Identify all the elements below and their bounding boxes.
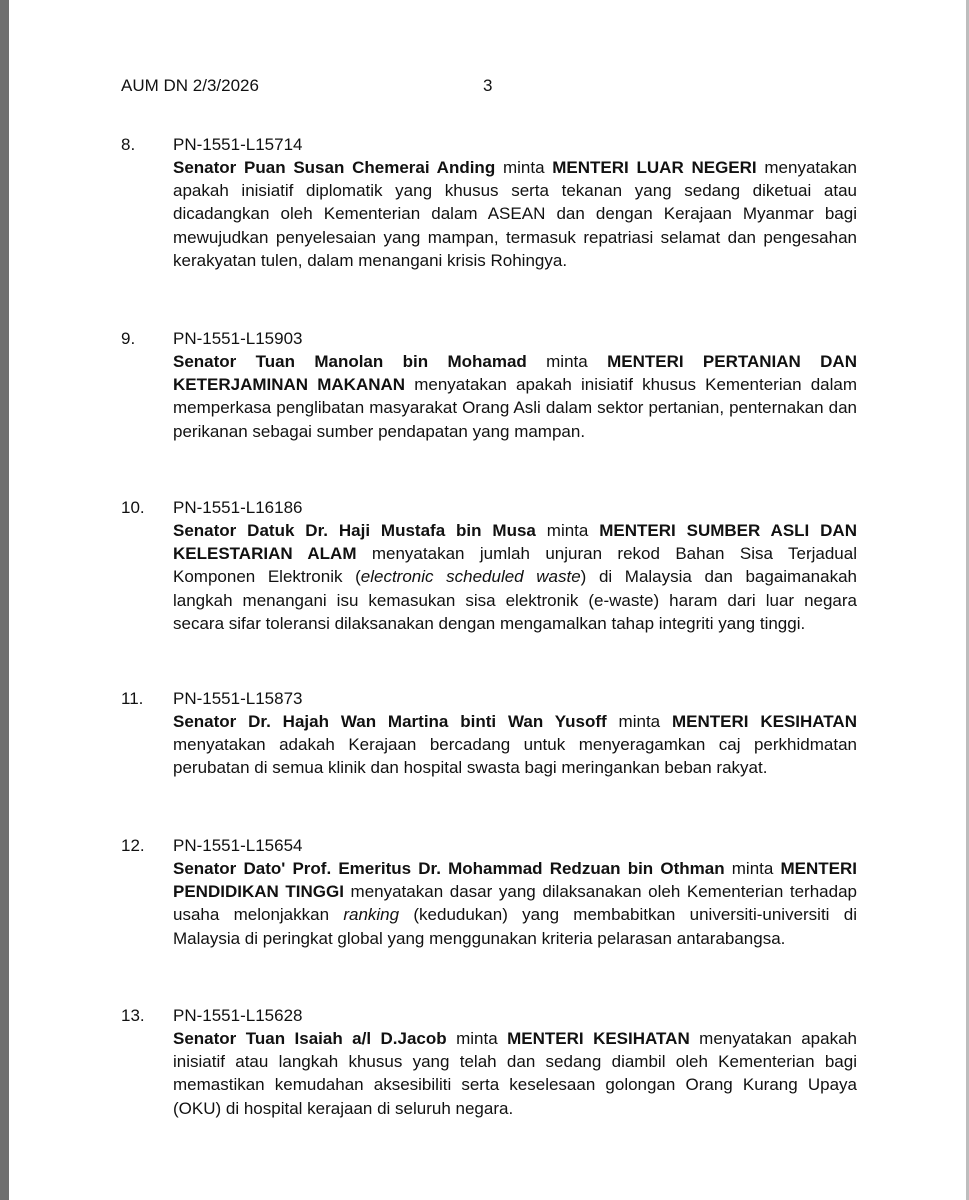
- question-text: Senator Tuan Isaiah a/l D.Jacob minta MENTERI KESIHATAN menyatakan apakah inisiatif atau langkah khusus yang telah dan sedang diambil oleh Kementerian bagi memastikan kemudahan aksesibiliti serta keselesaan golongan Orang Kurang Upaya (OKU) di hospital kerajaan di seluruh negara.: [173, 1029, 857, 1118]
- page-number: 3: [483, 76, 493, 95]
- senator-name: Senator Dato' Prof. Emeritus Dr. Mohammad Redzuan bin Othman: [173, 859, 725, 878]
- question-text: Senator Tuan Manolan bin Mohamad minta MENTERI PERTANIAN DAN KETERJAMINAN MAKANAN menyatakan apakah inisiatif khusus Kementerian dalam memperkasa penglibatan masyarakat Orang Asli dalam sektor pertanian, penternakan dan perikanan sebagai sumber pendapatan yang mampan.: [173, 352, 857, 441]
- senator-name: Senator Tuan Isaiah a/l D.Jacob: [173, 1029, 447, 1048]
- minister-name: MENTERI KESIHATAN: [671, 712, 857, 731]
- question-code: PN-1551-L15873: [173, 689, 303, 708]
- item-number: 10.: [121, 498, 145, 517]
- minister-name: MENTERI PENDIDIKAN TINGGI: [173, 859, 857, 902]
- question-code: PN-1551-L15628: [173, 1006, 303, 1025]
- page-edge-left: [0, 0, 9, 1200]
- italic-term: electronic scheduled waste: [360, 567, 581, 587]
- document-reference: AUM DN 2/3/2026: [121, 76, 259, 95]
- senator-name: Senator Tuan Manolan bin Mohamad: [173, 352, 527, 371]
- italic-term: ranking: [343, 905, 400, 925]
- senator-name: Senator Puan Susan Chemerai Anding: [173, 158, 496, 177]
- question-text: Senator Dato' Prof. Emeritus Dr. Mohammad Redzuan bin Othman minta MENTERI PENDIDIKAN TINGGI menyatakan dasar yang dilaksanakan oleh Kementerian terhadap usaha melonjakkan ranking (kedudukan) yang membabitkan universiti-universiti di Malaysia di peringkat global yang menggunakan kriteria pelarasan antarabangsa.: [173, 859, 857, 948]
- minister-name: MENTERI PERTANIAN DAN KETERJAMINAN MAKANAN: [173, 352, 857, 395]
- item-number: 12.: [121, 836, 145, 855]
- question-code: PN-1551-L15903: [173, 329, 303, 348]
- question-text: Senator Datuk Dr. Haji Mustafa bin Musa minta MENTERI SUMBER ASLI DAN KELESTARIAN ALAM menyatakan jumlah unjuran rekod Bahan Sisa Terjadual Komponen Elektronik (electronic scheduled waste) di Malaysia dan bagaimanakah langkah menangani isu kemasukan sisa elektronik (e-waste) haram dari luar negara secara sifar toleransi dilaksanakan dengan mengamalkan tahap integriti yang tinggi.: [173, 521, 857, 633]
- question-text: Senator Dr. Hajah Wan Martina binti Wan Yusoff minta MENTERI KESIHATAN menyatakan adakah Kerajaan bercadang untuk menyeragamkan caj perkhidmatan perubatan di semua klinik dan hospital swasta bagi meringankan beban rakyat.: [173, 712, 857, 778]
- minister-name: MENTERI SUMBER ASLI DAN KELESTARIAN ALAM: [173, 521, 857, 564]
- item-number: 9.: [121, 329, 136, 348]
- question-text: Senator Puan Susan Chemerai Anding minta MENTERI LUAR NEGERI menyatakan apakah inisiatif diplomatik yang khusus serta tekanan yang sedang diketuai atau dicadangkan oleh Kementerian dalam ASEAN dan dengan Kerajaan Myanmar bagi mewujudkan penyelesaian yang mampan, termasuk repatriasi selamat dan pengesahan kerakyatan tulen, dalam menangani krisis Rohingya.: [173, 158, 857, 270]
- senator-name: Senator Datuk Dr. Haji Mustafa bin Musa: [173, 521, 536, 540]
- minister-name: MENTERI LUAR NEGERI: [552, 158, 757, 177]
- question-code: PN-1551-L15654: [173, 836, 303, 855]
- item-number: 13.: [121, 1006, 145, 1025]
- question-code: PN-1551-L15714: [173, 135, 303, 154]
- minister-name: MENTERI KESIHATAN: [507, 1029, 690, 1048]
- item-number: 11.: [121, 689, 144, 708]
- question-code: PN-1551-L16186: [173, 498, 303, 517]
- item-number: 8.: [121, 135, 136, 154]
- senator-name: Senator Dr. Hajah Wan Martina binti Wan Yusoff: [173, 712, 607, 731]
